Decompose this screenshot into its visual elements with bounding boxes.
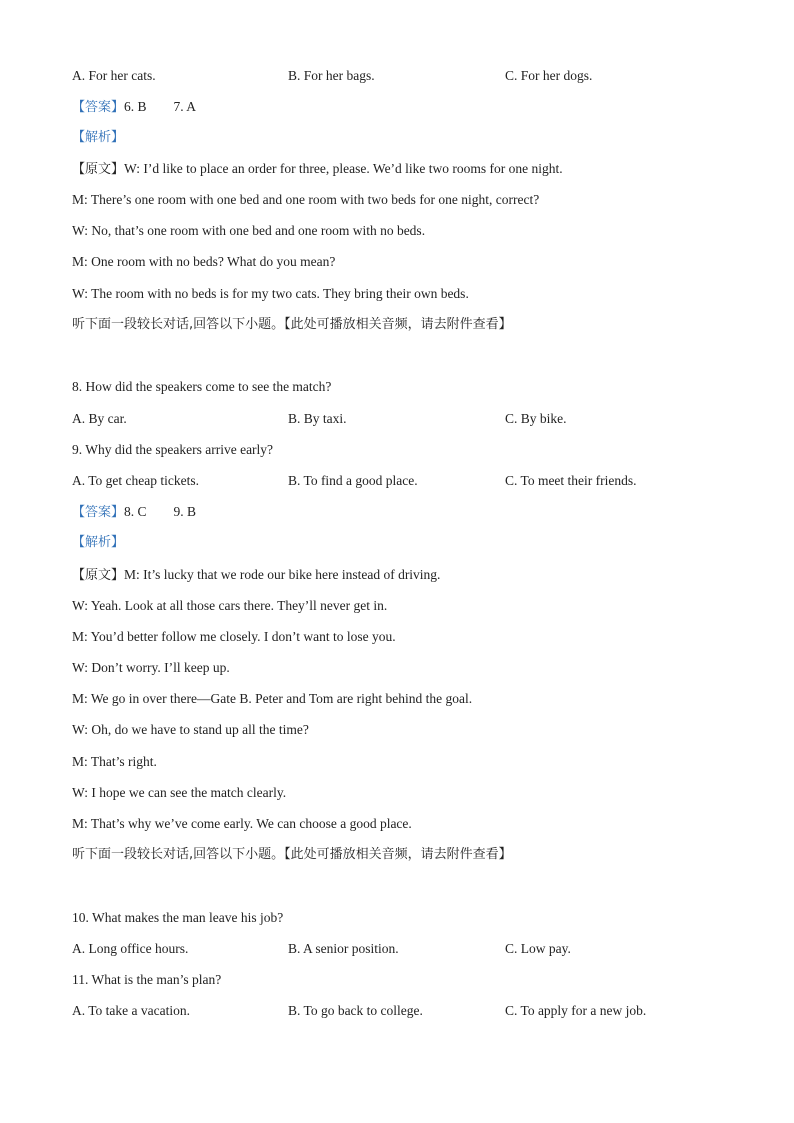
answer-line	[72, 503, 196, 522]
dialogue-line: W: No, that’s one room with one bed and one room with no beds.	[72, 223, 426, 238]
dialogue-line: M: That’s why we’ve come early. We can choose a good place.	[72, 816, 412, 831]
listening-instruction: 听下面一段较长对话,回答以下小题。【此处可播放相关音频，请去附件查看】	[72, 847, 512, 862]
option-b: B. For her bags.	[288, 68, 375, 83]
dialogue-line: W: I hope we can see the match clearly.	[72, 785, 287, 800]
dialogue-line	[72, 566, 440, 585]
option-a: A. To take a vacation.	[72, 1003, 191, 1018]
option-a: A. For her cats.	[72, 68, 156, 83]
listening-instruction: 听下面一段较长对话,回答以下小题。【此处可播放相关音频，请去附件查看】	[72, 317, 512, 332]
analysis-tag: 【解析】	[72, 535, 125, 550]
option-c: C. For her dogs.	[505, 68, 593, 83]
question-10: 10. What makes the man leave his job?	[72, 910, 284, 925]
option-b: B. By taxi.	[288, 411, 347, 426]
dialogue-text: M: It’s lucky that we rode our bike here instead of driving.	[124, 567, 441, 582]
dialogue-line: M: There’s one room with one bed and one room with two beds for one night, correct?	[72, 192, 540, 207]
question-11: 11. What is the man’s plan?	[72, 972, 222, 987]
option-a: A. To get cheap tickets.	[72, 473, 200, 488]
option-c: C. To apply for a new job.	[505, 1003, 647, 1018]
answer-text: 8. C 9. B	[124, 504, 197, 519]
dialogue-text: W: I’d like to place an order for three, please. We’d like two rooms for one night.	[124, 161, 563, 176]
dialogue-line: M: We go in over there—Gate B. Peter and Tom are right behind the goal.	[72, 691, 473, 706]
original-text-tag: 【原文】	[72, 162, 125, 177]
answer-tag: 【答案】	[72, 100, 125, 115]
original-text-tag: 【原文】	[72, 568, 125, 583]
option-c: C. Low pay.	[505, 941, 571, 956]
option-b: B. To find a good place.	[288, 473, 418, 488]
answer-line	[72, 98, 196, 117]
option-b: B. To go back to college.	[288, 1003, 423, 1018]
dialogue-line: W: Oh, do we have to stand up all the time?	[72, 722, 309, 737]
dialogue-line: M: One room with no beds? What do you mean?	[72, 254, 336, 269]
dialogue-line: M: That’s right.	[72, 754, 157, 769]
dialogue-line: W: Yeah. Look at all those cars there. They’ll never get in.	[72, 598, 388, 613]
analysis-tag: 【解析】	[72, 130, 125, 145]
question-8: 8. How did the speakers come to see the match?	[72, 379, 332, 394]
option-c: C. To meet their friends.	[505, 473, 637, 488]
dialogue-line	[72, 160, 563, 179]
option-c: C. By bike.	[505, 411, 567, 426]
dialogue-line: W: Don’t worry. I’ll keep up.	[72, 660, 230, 675]
option-a: A. Long office hours.	[72, 941, 189, 956]
question-9: 9. Why did the speakers arrive early?	[72, 442, 274, 457]
dialogue-line: M: You’d better follow me closely. I don’t want to lose you.	[72, 629, 396, 644]
option-b: B. A senior position.	[288, 941, 399, 956]
answer-tag: 【答案】	[72, 505, 125, 520]
dialogue-line: W: The room with no beds is for my two cats. They bring their own beds.	[72, 286, 469, 301]
option-a: A. By car.	[72, 411, 127, 426]
answer-text: 6. B 7. A	[124, 99, 197, 114]
